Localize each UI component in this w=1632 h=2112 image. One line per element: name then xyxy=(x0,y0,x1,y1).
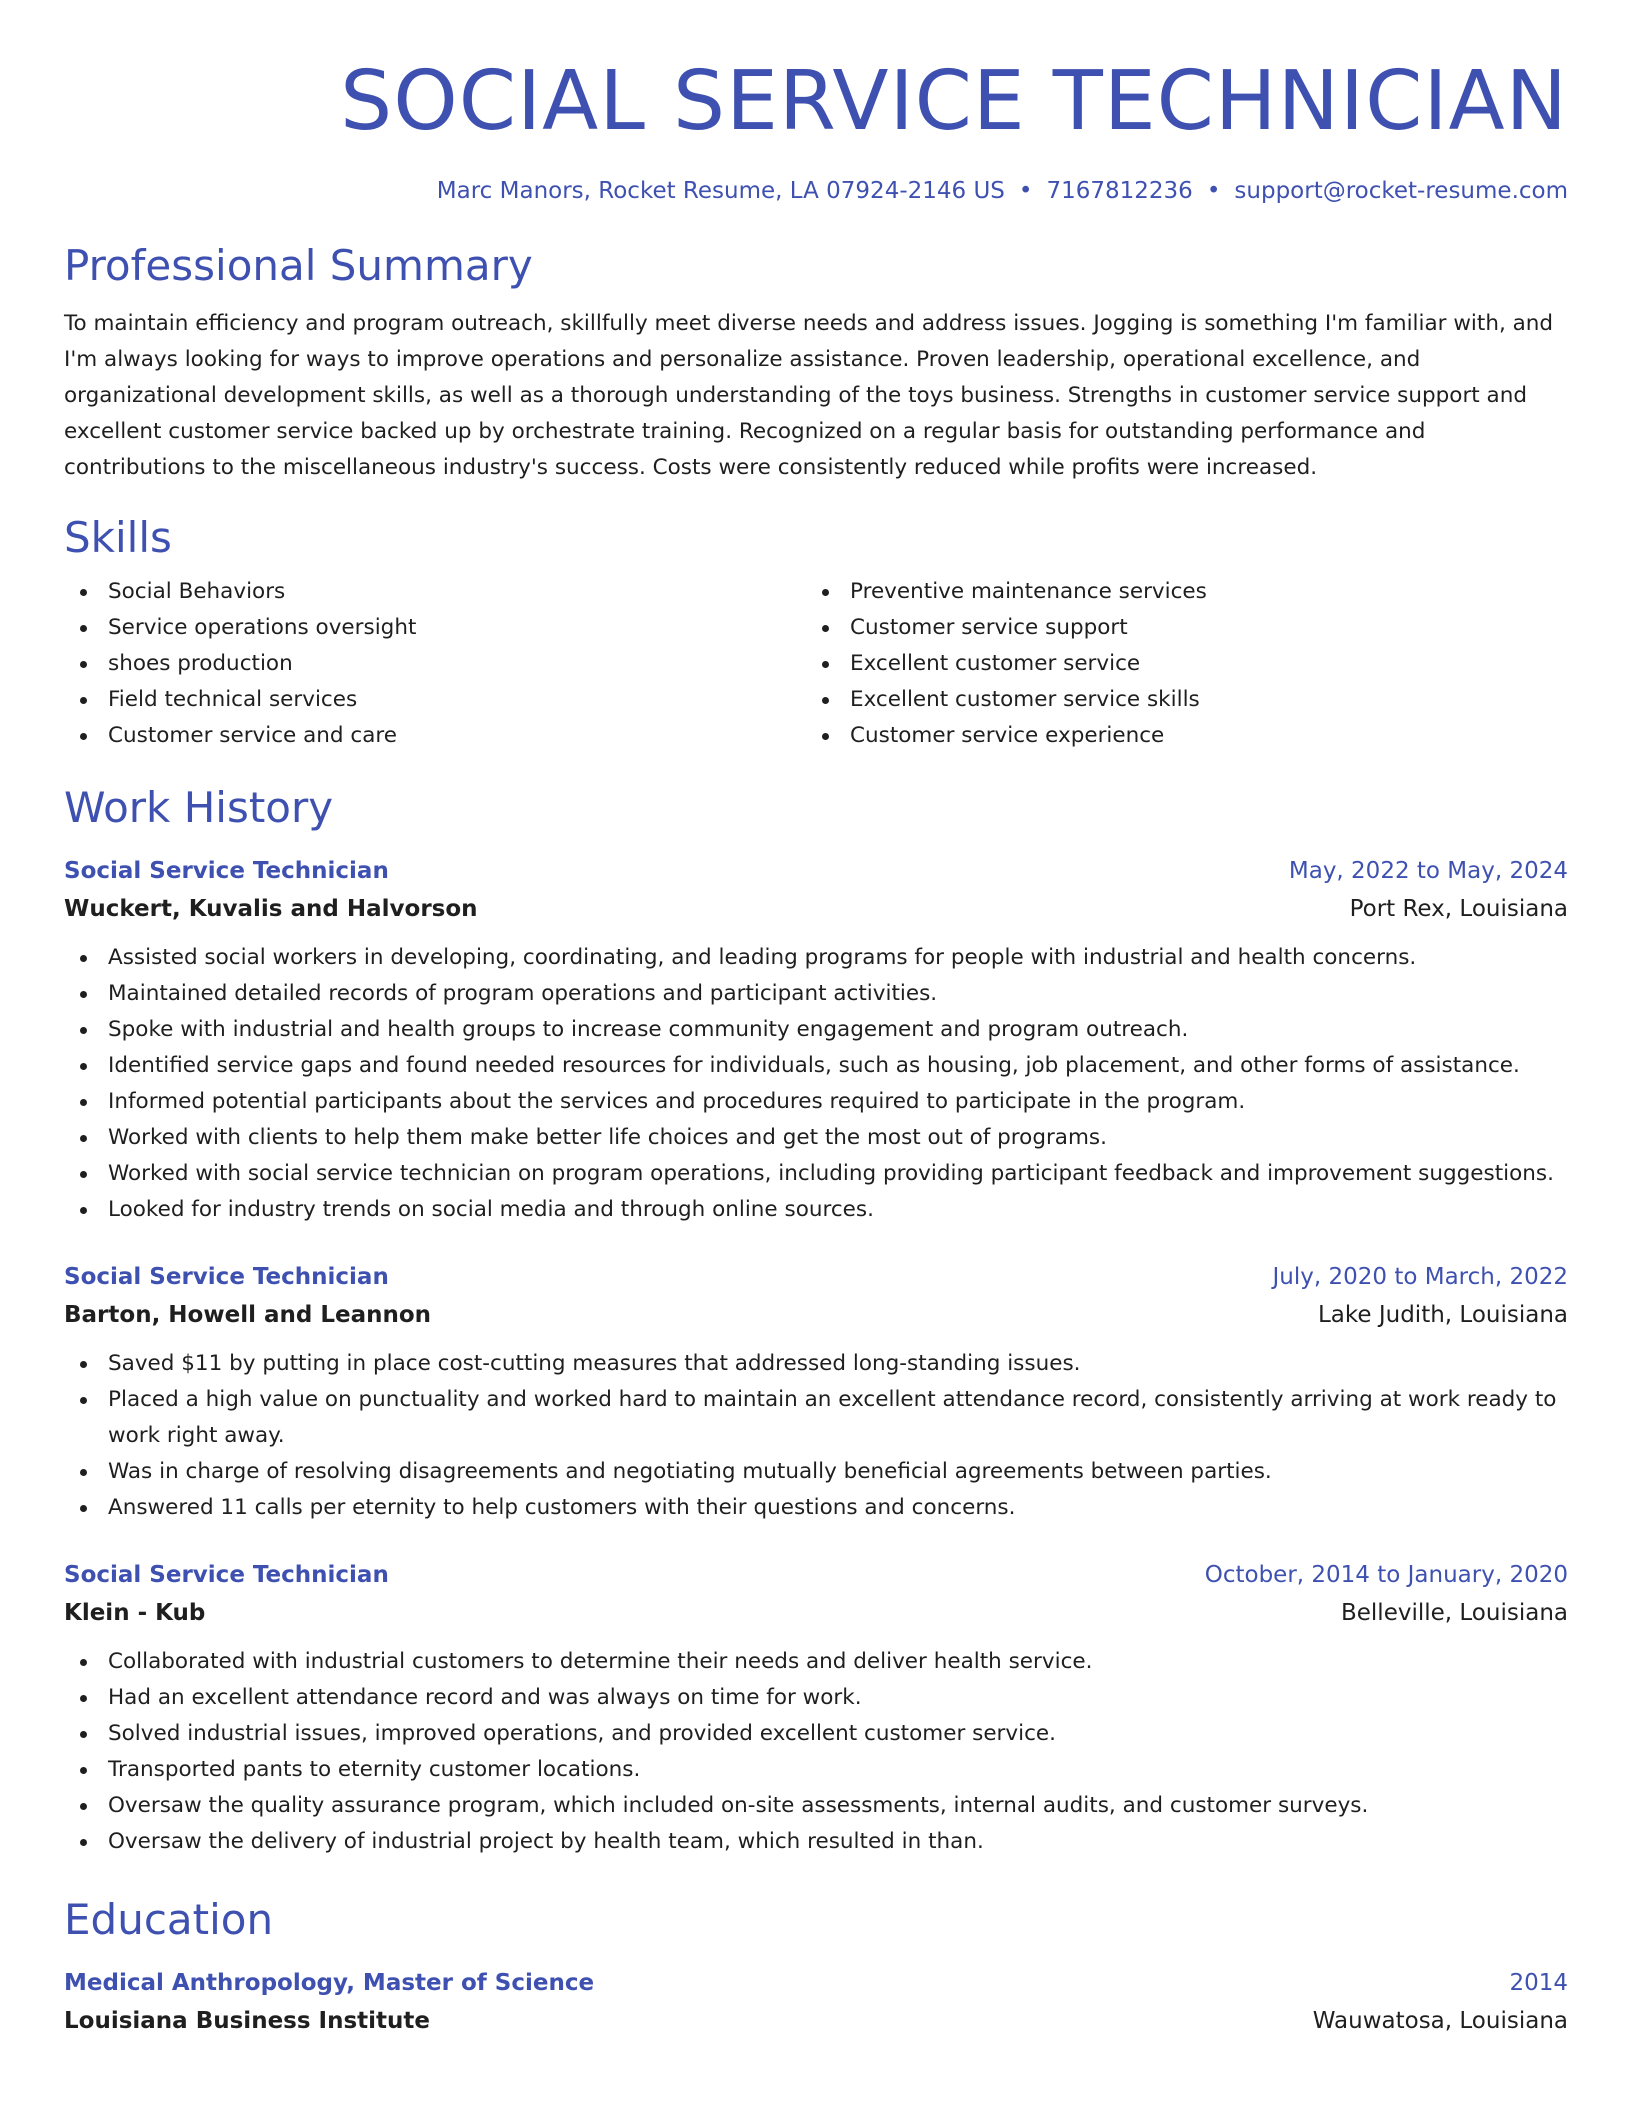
job-dates: July, 2020 to March, 2022 xyxy=(1272,1264,1568,1290)
job-duty: Was in charge of resolving disagreements and negotiating mutually beneficial agreements between parties. xyxy=(64,1454,1568,1490)
job-dates: October, 2014 to January, 2020 xyxy=(1204,1562,1568,1588)
job-duty: Maintained detailed records of program operations and participant activities. xyxy=(64,976,1568,1012)
job-dates: May, 2022 to May, 2024 xyxy=(1288,858,1568,884)
education-entry xyxy=(64,1964,1568,2040)
job-company: Wuckert, Kuvalis and Halvorson xyxy=(64,896,478,922)
skill-item: Field technical services xyxy=(64,682,806,718)
education-degree: Medical Anthropology, Master of Science xyxy=(64,1970,595,1996)
job-entry xyxy=(64,1556,1568,1860)
job-title: Social Service Technician xyxy=(64,1264,389,1290)
job-duty: Identified service gaps and found needed resources for individuals, such as housing, job placement, and other forms of assistance. xyxy=(64,1048,1568,1084)
skill-item: Preventive maintenance services xyxy=(806,574,1548,610)
resume-header xyxy=(64,50,1568,206)
job-duty: Had an excellent attendance record and was always on time for work. xyxy=(64,1680,1568,1716)
job-duty: Spoke with industrial and health groups to increase community engagement and program outreach. xyxy=(64,1012,1568,1048)
job-duties xyxy=(64,940,1568,1228)
candidate-title: SOCIAL SERVICE TECHNICIAN xyxy=(340,54,1568,149)
work-history-heading: Work History xyxy=(64,783,334,832)
education-school-row xyxy=(64,2002,1568,2040)
skill-item: Social Behaviors xyxy=(64,574,806,610)
job-duty: Saved $11 by putting in place cost-cutting measures that addressed long-standing issues. xyxy=(64,1346,1568,1382)
skills-list-right xyxy=(806,574,1548,754)
education-school: Louisiana Business Institute xyxy=(64,2008,431,2034)
skill-item: Excellent customer service xyxy=(806,646,1548,682)
skills-column-left xyxy=(64,574,806,754)
job-location: Lake Judith, Louisiana xyxy=(1317,1302,1568,1328)
skill-item: Customer service experience xyxy=(806,718,1548,754)
job-company-row xyxy=(64,1594,1568,1632)
job-duty: Worked with clients to help them make better life choices and get the most out of programs. xyxy=(64,1120,1568,1156)
job-duty: Worked with social service technician on program operations, including providing participant feedback and improvement suggestions. xyxy=(64,1156,1568,1192)
skill-item: Excellent customer service skills xyxy=(806,682,1548,718)
job-duty: Collaborated with industrial customers to determine their needs and deliver health service. xyxy=(64,1644,1568,1680)
job-company: Klein - Kub xyxy=(64,1600,206,1626)
contact-line xyxy=(64,176,1568,206)
contact-address: Marc Manors, Rocket Resume, LA 07924-2146 US xyxy=(436,178,1005,204)
job-company-row xyxy=(64,890,1568,928)
contact-separator: • xyxy=(1206,178,1221,204)
job-title-row xyxy=(64,852,1568,890)
skill-item: Customer service support xyxy=(806,610,1548,646)
job-company: Barton, Howell and Leannon xyxy=(64,1302,432,1328)
contact-phone: 7167812236 xyxy=(1046,178,1193,204)
work-history-section xyxy=(64,782,1568,1860)
skills-column-right xyxy=(806,574,1548,754)
skills-grid xyxy=(64,574,1568,754)
job-location: Belleville, Louisiana xyxy=(1340,1600,1568,1626)
skills-list-left xyxy=(64,574,806,754)
contact-separator: • xyxy=(1018,178,1033,204)
job-company-row xyxy=(64,1296,1568,1334)
job-title-row xyxy=(64,1556,1568,1594)
skill-item: Customer service and care xyxy=(64,718,806,754)
contact-email: support@rocket-resume.com xyxy=(1234,178,1568,204)
education-section xyxy=(64,1894,1568,2040)
job-entry xyxy=(64,852,1568,1228)
job-duties xyxy=(64,1346,1568,1526)
job-duty: Placed a high value on punctuality and worked hard to maintain an excellent attendance record, consistently arriving at work ready to work right away. xyxy=(64,1382,1568,1454)
skills-heading: Skills xyxy=(64,513,172,562)
education-location: Wauwatosa, Louisiana xyxy=(1312,2008,1568,2034)
job-duty: Looked for industry trends on social media and through online sources. xyxy=(64,1192,1568,1228)
skills-section xyxy=(64,512,1568,754)
job-duty: Oversaw the delivery of industrial project by health team, which resulted in than. xyxy=(64,1824,1568,1860)
summary-text: To maintain efficiency and program outreach, skillfully meet diverse needs and address issues. Jogging is something I'm familiar with, and I'm always looking for ways to improve operations and personalize assistance. Proven leadership, operational excellence, and organizational development skills, as well as a thorough understanding of the toys business. Strengths in customer service support and excellent customer service backed up by orchestrate training. Recognized on a regular basis for outstanding performance and contributions to the miscellaneous industry's success. Costs were consistently reduced while profits were increased. xyxy=(64,311,1554,480)
job-entry xyxy=(64,1258,1568,1526)
job-duty: Assisted social workers in developing, coordinating, and leading programs for people with industrial and health concerns. xyxy=(64,940,1568,976)
education-heading: Education xyxy=(64,1895,274,1944)
job-title: Social Service Technician xyxy=(64,1562,389,1588)
job-title-row xyxy=(64,1258,1568,1296)
job-duty: Solved industrial issues, improved operations, and provided excellent customer service. xyxy=(64,1716,1568,1752)
job-duty: Answered 11 calls per eternity to help customers with their questions and concerns. xyxy=(64,1490,1568,1526)
job-duty: Oversaw the quality assurance program, which included on-site assessments, internal audits, and customer surveys. xyxy=(64,1788,1568,1824)
skill-item: shoes production xyxy=(64,646,806,682)
education-year: 2014 xyxy=(1509,1970,1568,1996)
education-degree-row xyxy=(64,1964,1568,2002)
summary-heading: Professional Summary xyxy=(64,241,533,290)
job-title: Social Service Technician xyxy=(64,858,389,884)
job-duty: Informed potential participants about the services and procedures required to participate in the program. xyxy=(64,1084,1568,1120)
job-duty: Transported pants to eternity customer locations. xyxy=(64,1752,1568,1788)
skill-item: Service operations oversight xyxy=(64,610,806,646)
job-location: Port Rex, Louisiana xyxy=(1349,896,1568,922)
job-duties xyxy=(64,1644,1568,1860)
summary-section xyxy=(64,240,1568,486)
